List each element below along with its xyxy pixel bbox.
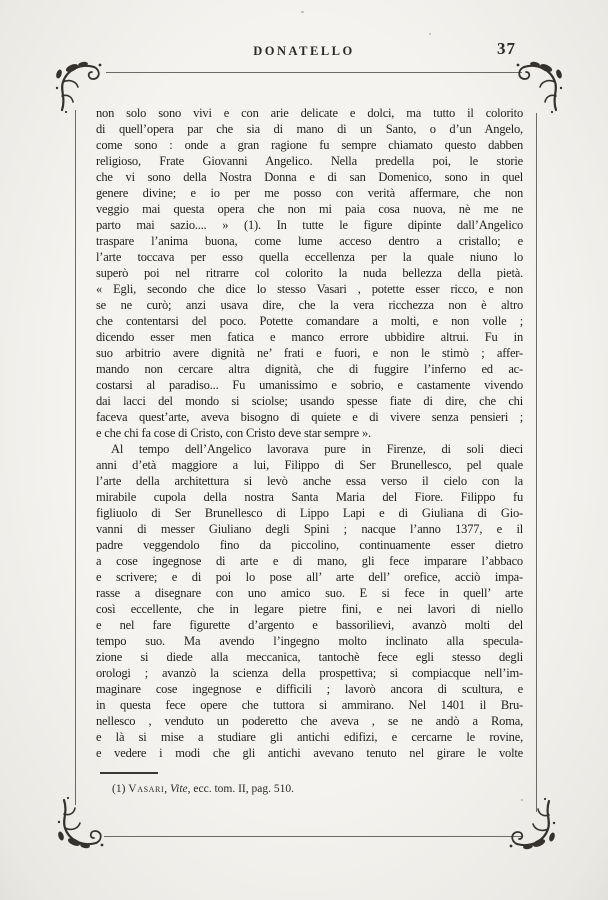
frame-left-rule (75, 110, 76, 805)
footnote (112, 782, 512, 796)
text-line: religioso, Frate Giovanni Angelico. Nella predella poi, le storie (96, 154, 523, 168)
footnote-author: Vasari (128, 783, 165, 795)
text-line: costarsi al paradiso... Fu umanissimo e sobrio, e castamente vivendo (96, 378, 523, 392)
text-line: in questa fece opere che tuttora si ammirano. Nel 1401 il Bru- (96, 698, 523, 712)
page-number: 37 (497, 39, 516, 58)
text-line: dai lacci del mondo si sciolse; usando spesse fiate di dire, che chi (96, 394, 523, 408)
running-header-title: DONATELLO (253, 44, 355, 58)
text-line: di quell’opera par che sia di mano di un Santo, o d’un Angelo, (96, 122, 523, 136)
text-line: anni d’età maggiore a lui, Filippo di Ser Brunellesco, pel quale (96, 458, 523, 472)
footnote-work-title: Vite (169, 783, 188, 795)
text-line: figliuolo di Ser Brunellesco di Lippo Lapi e di Giuliana di Gio- (96, 506, 523, 520)
text-line: così eccellente, che in legare pietre fini, e nei lavori di niello (96, 602, 523, 616)
scan-speck (301, 11, 304, 13)
text-line: vanni di messer Giuliano degli Spini ; nacque l’anno 1377, e il (96, 522, 523, 536)
text-line: che vi sono della Nostra Donna e di san Domenico, sono in quel (96, 170, 523, 184)
text-line: che contentarsi del poco. Potette comandare a molti, e non volle ; (96, 314, 523, 328)
text-line: nellesco , venduto un poderetto che aveva , se ne andò a Roma, (96, 714, 523, 728)
text-line: e là si mise a studiare gli antichi edifizi, e cercarne le rovine, (96, 730, 523, 744)
scan-speck (429, 33, 431, 35)
text-line: superò poi nel ritrarre col colorito la nuda bellezza della pietà. (96, 266, 523, 280)
frame-bottom-rule (104, 836, 522, 837)
text-line: maginare cose ingegnose e difficili ; lavorò ancora di scultura, e (96, 682, 523, 696)
text-line: « Egli, secondo che dice lo stesso Vasari , potette esser ricco, e non (96, 282, 523, 296)
text-line: l’arte della architettura si levò anche essa verso il cielo con la (96, 474, 523, 488)
text-line: come sono : onde a gran ragione fu sempre chiamato questo dabben (96, 138, 523, 152)
frame-top-rule (106, 72, 522, 73)
text-line: faceva quest’arte, aveva bisogno di quiete e di vivere senza pensieri ; (96, 410, 523, 424)
text-line: a cose ingegnose di arte e di mano, gli fece imparare l’abbaco (96, 554, 523, 568)
body-text (96, 105, 523, 761)
frame-right-rule (536, 113, 537, 812)
text-line: mando non cercare altra dignità, che di fuggire l’inferno ed ac- (96, 362, 523, 376)
text-line: e scrivere; e di poi lo pose all’ arte dell’ orefice, acciò impa- (96, 570, 523, 584)
footnote-citation-rest: , ecc. tom. II, pag. 510. (187, 783, 294, 795)
text-line: non solo sono vivi e con arie delicate e dolci, ma tutto il colorito (96, 106, 523, 120)
text-line: e che chi fa cose di Cristo, con Cristo deve star sempre ». (96, 426, 371, 440)
footnote-separator-rule (100, 772, 158, 774)
text-line: traspare l’anima buona, come lume acceso dentro a cristallo; e (96, 234, 523, 248)
fleuron-bottom-left-icon (52, 796, 108, 852)
text-line: e vedere i modi che gli antichi avevano tenuto nel girare le volte (96, 746, 523, 760)
text-line: orologi ; avanzò la scienza della prospettiva; si compiacque nell’im- (96, 666, 523, 680)
footnote-separator-text: , (164, 783, 170, 795)
footnote-marker: (1) (112, 783, 129, 795)
text-line: Al tempo dell’Angelico lavorava pure in Firenze, di soli dieci (111, 442, 523, 456)
text-line: parto mai sazio.... » (1). In tutte le figure dipinte dall’Angelico (96, 218, 523, 232)
fleuron-bottom-right-icon (505, 797, 561, 853)
text-line: padre veggendolo fino da piccolino, continuamente esser dietro (96, 538, 523, 552)
text-line: suo arbitrio avere dignità ne’ frati e fuori, e non le stimò ; affer- (96, 346, 523, 360)
text-line: tempo suo. Ma avendo l’ingegno molto inclinato alla specula- (96, 634, 523, 648)
text-line: se ne curò; anzi usava dire, che la vera ricchezza non è altro (96, 298, 523, 312)
text-line: veggio mai questa opera che non mi paia cosa nuova, nè me ne (96, 202, 523, 216)
text-line: l’arte toccava per esso quella eccellenza per la quale niuno lo (96, 250, 523, 264)
text-line: zione si diede alla meccanica, tantochè fece egli stesso degli (96, 650, 523, 664)
scan-speck (521, 799, 523, 801)
text-line: genere divine; e io per me posso con verità affermare, che non (96, 186, 523, 200)
text-line: e nel fare figurette d’argento e bassorilievi, avanzò molti del (96, 618, 523, 632)
text-line: rasse a disegnare con uno amico suo. E si fece in quell’ arte (96, 586, 523, 600)
text-line: dicendo esser men fatica e manco errore ubbidire altrui. Fu in (96, 330, 523, 344)
text-line: mirabile cupola della nostra Santa Maria del Fiore. Filippo fu (96, 490, 523, 504)
